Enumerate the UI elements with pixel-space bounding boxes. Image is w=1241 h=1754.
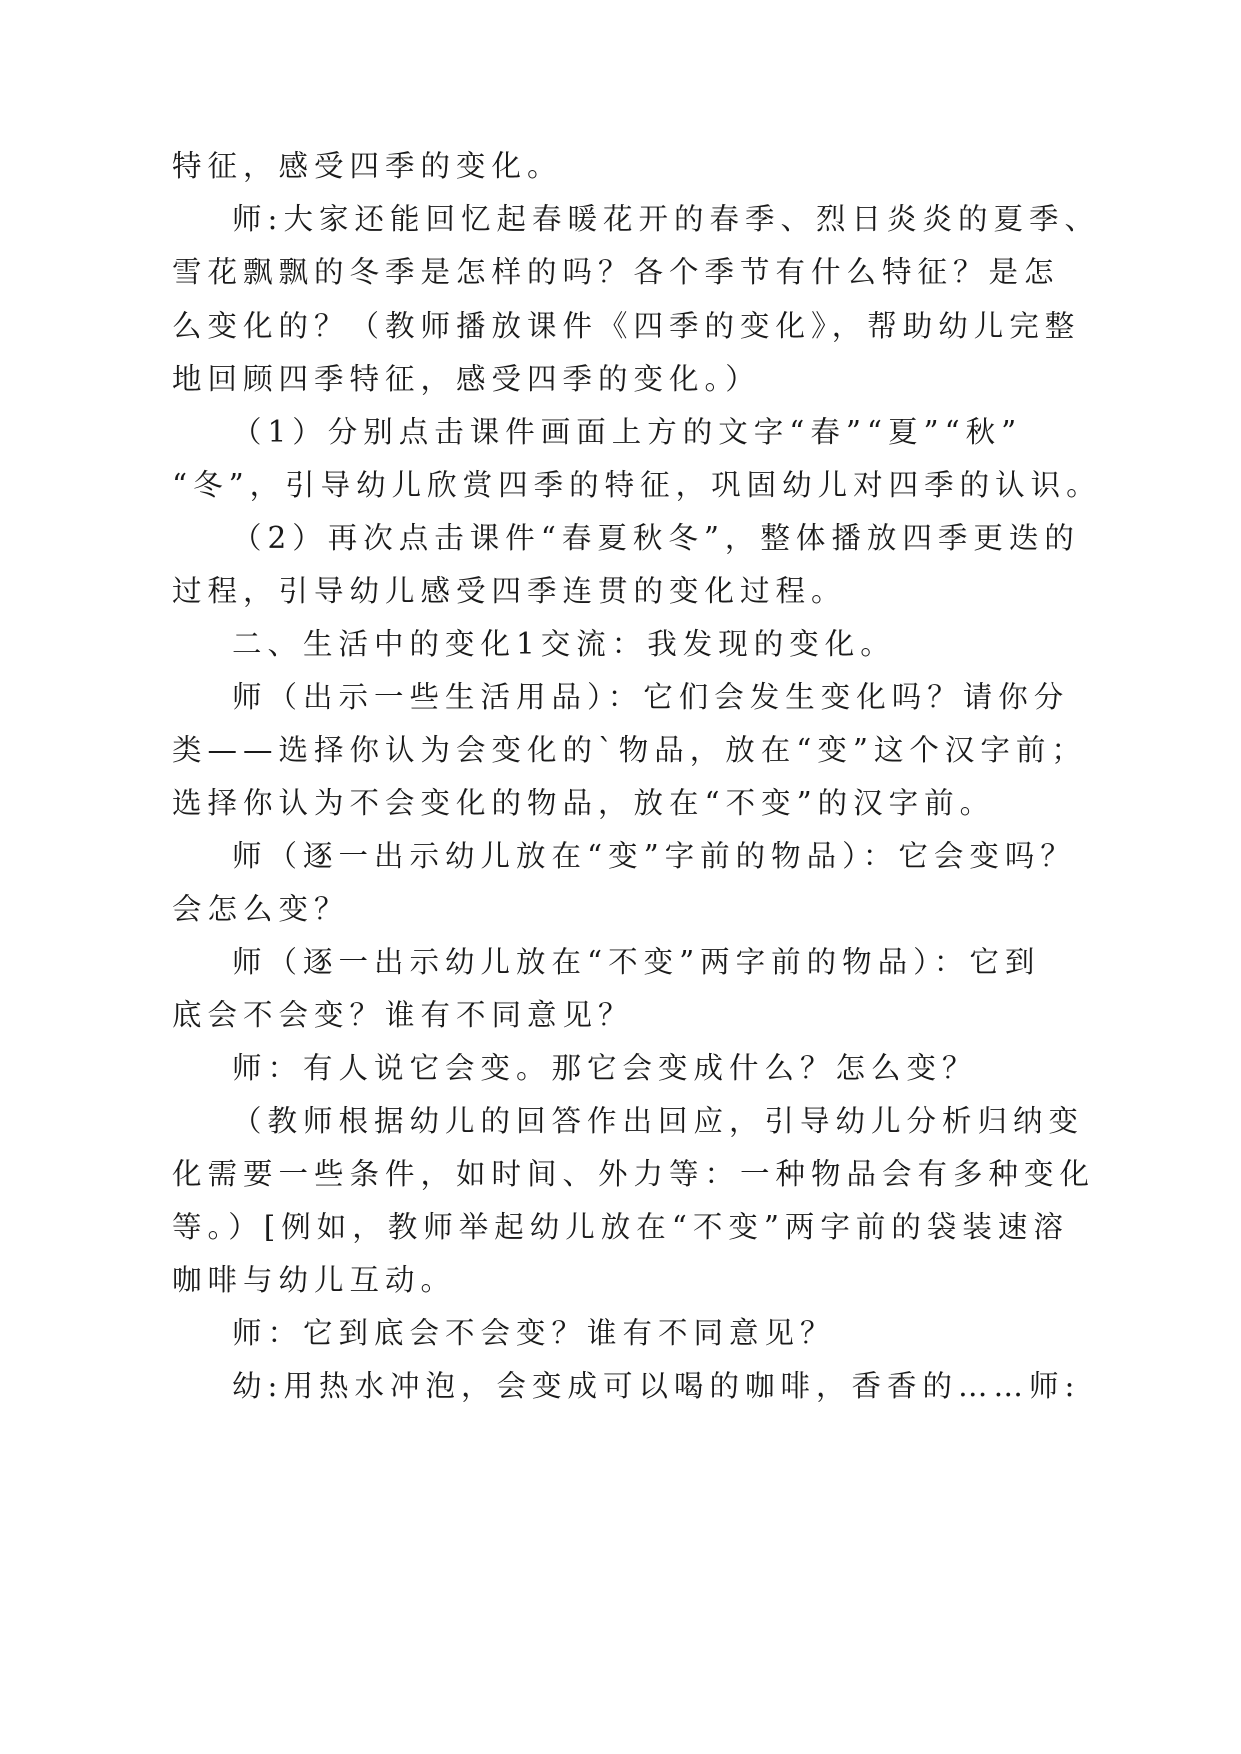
text-line: 幼:用热水冲泡，会变成可以喝的咖啡，香香的……师:	[232, 1369, 1081, 1403]
text-line: 过程，引导幼儿感受四季连贯的变化过程。	[172, 574, 847, 608]
text-line: 师:大家还能回忆起春暖花开的春季、烈日炎炎的夏季、	[232, 202, 1100, 236]
text-line: （教师根据幼儿的回答作出回应，引导幼儿分析归纳变	[232, 1104, 1085, 1138]
text-line: 师（逐一出示幼儿放在“不变”两字前的物品）：它到	[232, 945, 1041, 979]
text-line: 特征，感受四季的变化。	[172, 149, 563, 183]
text-line: 化需要一些条件，如时间、外力等：一种物品会有多种变化	[172, 1157, 1096, 1191]
text-line: 地回顾四季特征，感受四季的变化。）	[172, 362, 761, 396]
text-line: 底会不会变？谁有不同意见？	[172, 998, 634, 1032]
text-line: 等。）[例如，教师举起幼儿放在“不变”两字前的袋装速溶	[172, 1210, 1069, 1244]
text-line: （1）分别点击课件画面上方的文字“春”“夏”“秋”	[232, 415, 1023, 449]
section-heading: 二、生活中的变化1交流：我发现的变化。	[232, 627, 896, 661]
text-line: （2）再次点击课件“春夏秋冬”，整体播放四季更迭的	[232, 521, 1080, 555]
text-line: 师：有人说它会变。那它会变成什么？怎么变？	[232, 1051, 978, 1085]
text-line: 师：它到底会不会变？谁有不同意见？	[232, 1316, 836, 1350]
text-line: 雪花飘飘的冬季是怎样的吗？各个季节有什么特征？是怎	[172, 255, 1060, 289]
text-line: 会怎么变？	[172, 892, 350, 926]
text-line: 么变化的？（教师播放课件《四季的变化》，帮助幼儿完整	[172, 309, 1081, 343]
text-line: 师（出示一些生活用品）：它们会发生变化吗？请你分	[232, 680, 1070, 714]
text-line: 选择你认为不会变化的物品，放在“不变”的汉字前。	[172, 786, 996, 820]
text-line: 师（逐一出示幼儿放在“变”字前的物品）：它会变吗？	[232, 839, 1076, 873]
text-line: “冬”，引导幼儿欣赏四季的特征，巩固幼儿对四季的认识。	[172, 468, 1102, 502]
text-line: 类——选择你认为会变化的`物品，放在“变”这个汉字前；	[172, 733, 1087, 767]
text-line: 咖啡与幼儿互动。	[172, 1263, 457, 1297]
